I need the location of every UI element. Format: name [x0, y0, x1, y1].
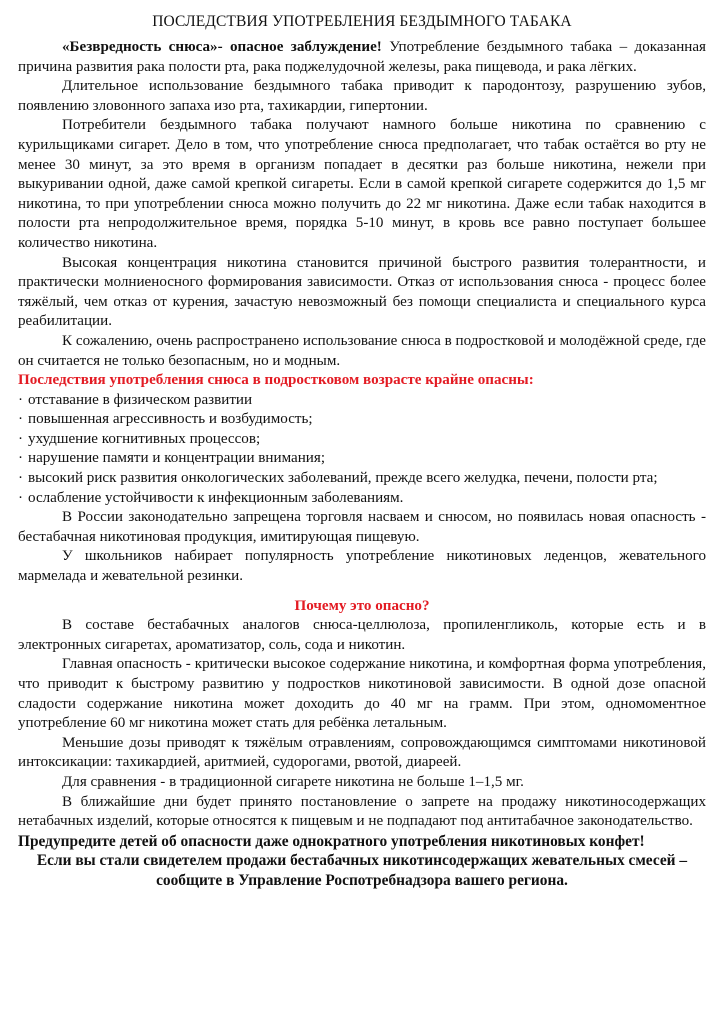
list-item [18, 489, 706, 509]
teen-consequences-heading: Последствия употребления снюса в подростковом возрасте крайне опасны: [18, 372, 534, 389]
list-item [18, 430, 706, 450]
bullet-glyph: · [18, 411, 24, 428]
list-item-text: нарушение памяти и концентрации внимания; [28, 450, 326, 467]
bullet-glyph: · [18, 470, 24, 487]
bullet-glyph: · [18, 430, 24, 447]
list-item [18, 449, 706, 469]
paragraph-tolerance: Высокая концентрация никотина становится причиной быстрого развития толерантности, и практически молниеносного формирования зависимости. Отказ от использования снюса - процесс более тяжёлый, чем отказ от курения, зачастую невозможный без помощи специалиста и специального курса реабилитации. [18, 254, 706, 330]
paragraph-main-danger: Главная опасность - критически высокое содержание никотина, и комфортная форма употребления, что приводит к быстрому развитию у подростков никотиновой зависимости. В одной дозе опасной сладости содержание никотина может доходить до 40 мг на грамм. При этом, одномоментное употребление 60 мг никотина может стать для ребёнка летальным. [18, 656, 706, 732]
warning-statement: Предупредите детей об опасности даже однократного употребления никотиновых конфет! [18, 832, 645, 850]
list-item [18, 391, 706, 411]
list-item-text: высокий риск развития онкологических заболеваний, прежде всего желудка, печени, полости рта; [28, 470, 658, 487]
document-page [18, 12, 706, 891]
list-item-text: ухудшение когнитивных процессов; [28, 430, 261, 447]
bullet-glyph: · [18, 450, 24, 467]
paragraph-periodontosis: Длительное использование бездымного табака приводит к пародонтозу, разрушению зубов, появлению зловонного запаха изо рта, тахикардии, гипертонии. [18, 78, 706, 114]
paragraph-regulation: В ближайшие дни будет принято постановление о запрете на продажу никотиносодержащих нетабачных изделий, которые относятся к пищевым и не подпадают под антитабачное законодательство. [18, 793, 706, 830]
paragraph-composition: В составе бестабачных аналогов снюса-целлюлоза, пропиленгликоль, которые есть и в электронных сигаретах, ароматизатор, соль, сода и никотин. [18, 617, 706, 653]
intro-text: Употребление бездымного табака – доказанная причина развития рака полости рта, рака поджелудочной железы, рака пищевода, и рака лёгких. [18, 39, 706, 75]
intro-bold-lead: «Безвредность снюса»- опасное заблуждение! [62, 39, 382, 55]
list-item [18, 410, 706, 430]
call-to-action: Если вы стали свидетелем продажи бестабачных никотинсодержащих жевательных смесей – сообщите в Управление Роспотребнадзора вашего региона. [36, 852, 688, 889]
why-dangerous-heading: Почему это опасно? [294, 597, 430, 614]
paragraph-schoolchildren: У школьников набирает популярность употребление никотиновых леденцов, жевательного мармелада и жевательной резинки. [18, 548, 706, 585]
intro-paragraph [18, 38, 706, 77]
list-item-text: отставание в физическом развитии [28, 391, 253, 408]
paragraph-poisoning: Меньшие дозы приводят к тяжёлым отравлениям, сопровождающимся симптомами никотиновой интоксикации: тахикардией, аритмией, судорогами, рвотой, диареей. [18, 734, 706, 771]
list-item [18, 469, 706, 489]
list-item-text: ослабление устойчивости к инфекционным заболеваниям. [28, 489, 404, 506]
paragraph-youth-popularity: К сожалению, очень распространено использование снюса в подростковой и молодёжной среде, где он считается не только безопасным, но и модным. [18, 332, 706, 369]
list-item-text: повышенная агрессивность и возбудимость; [28, 411, 313, 428]
bullet-glyph: · [18, 489, 24, 506]
paragraph-russia-ban: В России законодательно запрещена торговля насваем и снюсом, но появилась новая опасность - бестабачная никотиновая продукция, имитирующая пищевую. [18, 509, 706, 545]
bullet-glyph: · [18, 391, 24, 408]
paragraph-nicotine-dose: Потребители бездымного табака получают намного больше никотина по сравнению с курильщиками сигарет. Дело в том, что употребление снюса предполагает, что табак остаётся во рту не менее 30 минут, за это время в организм попадает в десятки раз больше никотина, нежели при выкуривании одной, даже самой крепкой сигареты. Если в самой крепкой сигарете содержится до 1,5 мг никотина, то при употреблении снюса можно получить до 22 мг никотина. Даже если табак находится в полости рта непродолжительное время, порядка 5-10 минут, в кровь все равно поступает большее количество никотина. [18, 117, 706, 251]
paragraph-comparison: Для сравнения - в традиционной сигарете никотина не больше 1–1,5 мг. [62, 773, 524, 790]
consequences-list [18, 391, 706, 509]
document-title: ПОСЛЕДСТВИЯ УПОТРЕБЛЕНИЯ БЕЗДЫМНОГО ТАБАКА [152, 13, 572, 30]
